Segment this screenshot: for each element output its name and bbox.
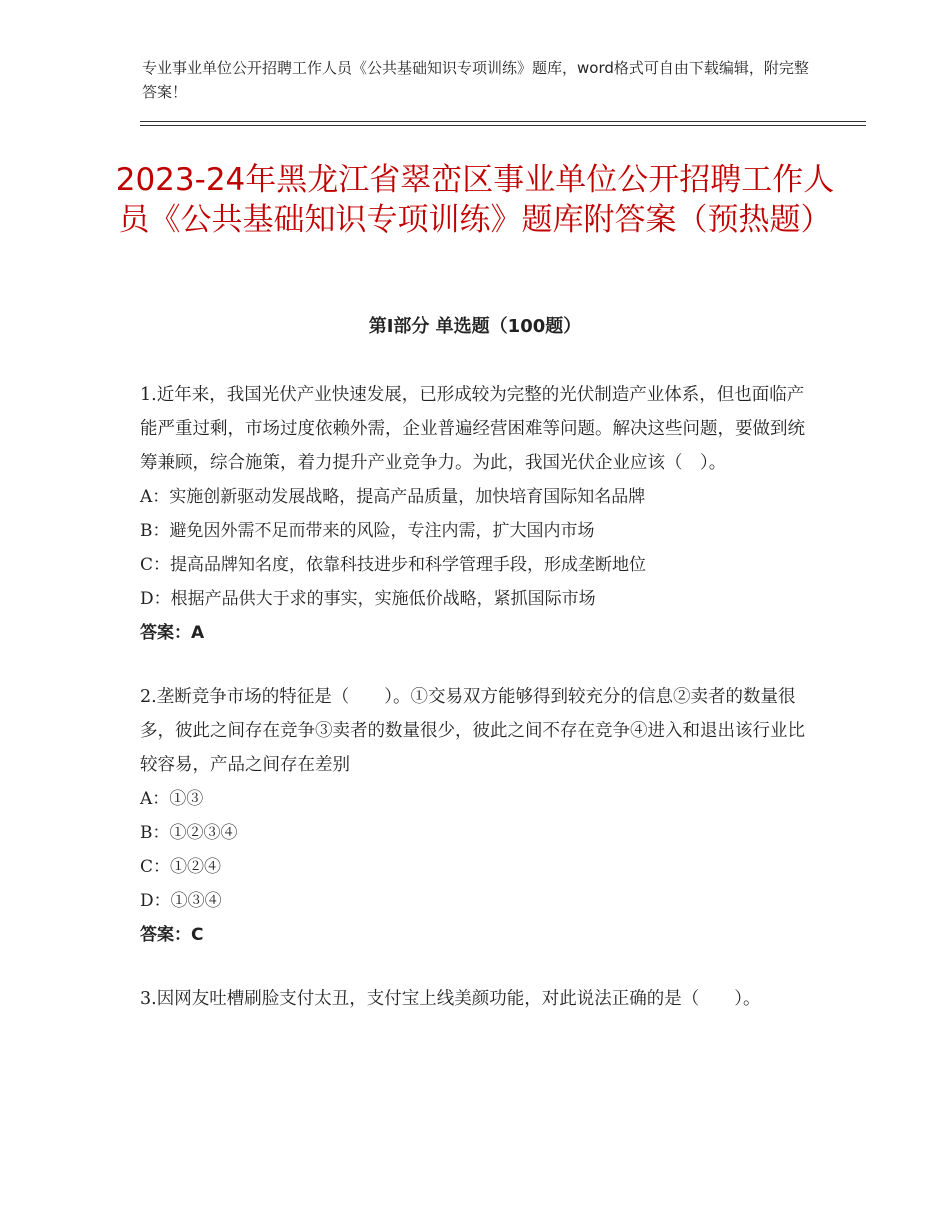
option-c: C：①②④: [140, 857, 222, 877]
option-a: A：①③: [140, 789, 204, 809]
question-3: [140, 982, 808, 1016]
header-note: 专业事业单位公开招聘工作人员《公共基础知识专项训练》题库，word格式可自由下载编辑，附完整答案！: [142, 59, 809, 101]
document-title: 2023-24年黑龙江省翠峦区事业单位公开招聘工作人员《公共基础知识专项训练》题库附答案（预热题）: [115, 162, 835, 238]
option-d: D：①③④: [140, 891, 222, 911]
option-b: B：避免因外需不足而带来的风险，专注内需，扩大国内市场: [140, 521, 595, 541]
question-list: [140, 378, 808, 1046]
option-d: D：根据产品供大于求的事实，实施低价战略，紧抓国际市场: [140, 589, 596, 609]
question-stem: 2.垄断竞争市场的特征是（ ）。①交易双方能够得到较充分的信息②卖者的数量很多，彼此之间存在竞争③卖者的数量很少，彼此之间不存在竞争④进入和退出该行业比较容易，产品之间存在差别: [140, 687, 805, 775]
question-stem: 1.近年来，我国光伏产业快速发展，已形成较为完整的光伏制造产业体系，但也面临产能严重过剩，市场过度依赖外需，企业普遍经营困难等问题。解决这些问题，要做到统筹兼顾，综合施策，着力提升产业竞争力。为此，我国光伏企业应该（ ）。: [140, 385, 805, 473]
header-divider-thin: [140, 125, 866, 126]
section-title: 第Ⅰ部分 单选题（100题）: [368, 316, 582, 337]
option-a: A：实施创新驱动发展战略，提高产品质量，加快培育国际知名品牌: [140, 487, 646, 507]
question-2: [140, 680, 808, 952]
question-1: [140, 378, 808, 650]
option-c: C：提高品牌知名度，依靠科技进步和科学管理手段，形成垄断地位: [140, 555, 647, 575]
header-divider: [140, 121, 866, 122]
answer: 答案：C: [140, 925, 204, 945]
option-b: B：①②③④: [140, 823, 238, 843]
answer: 答案：A: [140, 623, 205, 643]
question-stem: 3.因网友吐槽刷脸支付太丑，支付宝上线美颜功能，对此说法正确的是（ ）。: [140, 989, 761, 1009]
